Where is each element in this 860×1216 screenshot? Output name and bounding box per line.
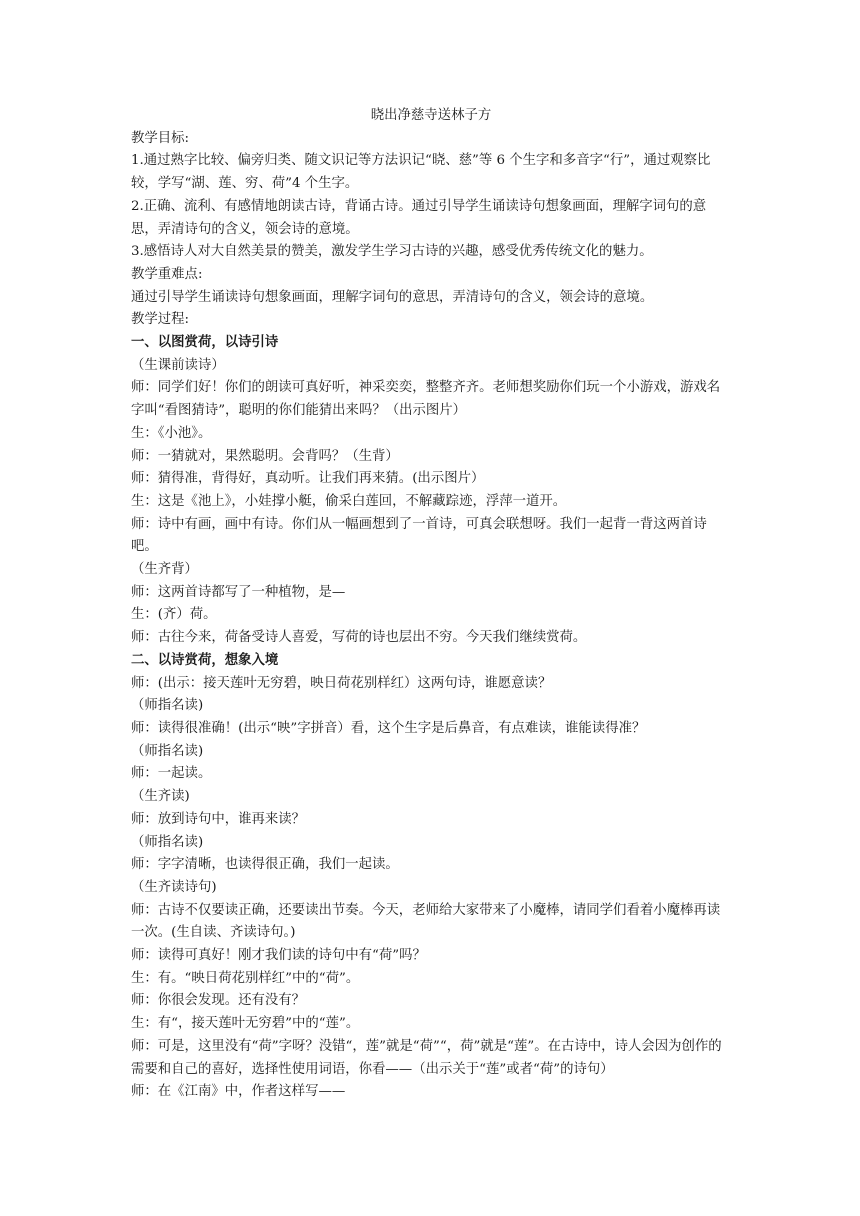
paragraph: 师：读得可真好！刚才我们读的诗句中有“荷”吗？ — [131, 948, 426, 964]
paragraph: 师：同学们好！你们的朗读可真好听，神采奕奕，整整齐齐。老师想奖励你们玩一个小游戏，游戏名字叫“看图猜诗”，聪明的你们能猜出来吗？（出示图片） — [131, 380, 721, 419]
document-page — [131, 105, 731, 1104]
section-heading: 一、以图赏荷，以诗引诗 — [131, 335, 279, 351]
paragraph: 教学目标: — [131, 130, 190, 146]
section-heading: 二、以诗赏荷，想象入境 — [131, 652, 279, 668]
paragraph: 教学过程: — [131, 312, 190, 328]
paragraph: 生：《小池》。 — [131, 425, 212, 441]
paragraph: 师：这两首诗都写了一种植物，是— — [131, 584, 346, 600]
paragraph: （师指名读) — [131, 743, 204, 759]
paragraph: 师：放到诗句中，谁再来读？ — [131, 811, 306, 827]
paragraph: 教学重难点: — [131, 266, 203, 282]
paragraph: 生：有。“映日荷花别样红”中的“荷”。 — [131, 970, 360, 986]
paragraph: 师：诗中有画，画中有诗。你们从一幅画想到了一首诗，可真会联想呀。我们一起背一背这两首诗吧。 — [131, 516, 707, 555]
paragraph: （生课前读诗） — [131, 357, 225, 373]
paragraph: 生：(齐）荷。 — [131, 607, 217, 623]
paragraph: 师：一起读。 — [131, 766, 212, 782]
paragraph: 2.正确、流利、有感情地朗读古诗，背诵古诗。通过引导学生诵读诗句想象画面，理解字词句的意思，弄清诗句的含义，领会诗的意境。 — [131, 198, 707, 237]
paragraph: 师：读得很准确！(出示“映”字拼音）看，这个生字是后鼻音，有点难读，谁能读得准？ — [131, 720, 646, 736]
paragraph: 师：可是，这里没有“荷”字呀？没错“，莲”就是“荷”“，荷”就是“莲”。在古诗中，诗人会因为创作的需要和自己的喜好，选择性使用词语，你看——（出示关于“莲”或者“荷”的诗句） — [131, 1038, 722, 1077]
document-title: 晓出净慈寺送林子方 — [370, 108, 492, 123]
paragraph: 师：你很会发现。还有没有？ — [131, 993, 306, 1009]
paragraph: 师：猜得准，背得好，真动听。让我们再来猜。(出示图片） — [131, 471, 485, 487]
paragraph: 生：有“，接天莲叶无穷碧”中的“莲”。 — [131, 1016, 360, 1032]
paragraph: （生齐背） — [131, 562, 198, 578]
paragraph: （师指名读) — [131, 698, 204, 714]
paragraph: （生齐读诗句) — [131, 879, 217, 895]
document-body — [131, 128, 731, 1104]
paragraph: （师指名读) — [131, 834, 204, 850]
paragraph: 师：在《江南》中，作者这样写—— — [131, 1084, 346, 1100]
paragraph: 1.通过熟字比较、偏旁归类、随文识记等方法识记“晓、慈”等 6 个生字和多音字“行”，通过观察比较，学写“湖、莲、穷、荷”4 个生字。 — [131, 153, 711, 192]
paragraph: （生齐读) — [131, 789, 190, 805]
paragraph: 3.感悟诗人对大自然美景的赞美，激发学生学习古诗的兴趣，感受优秀传统文化的魅力。 — [131, 244, 653, 260]
paragraph: 通过引导学生诵读诗句想象画面，理解字词句的意思，弄清诗句的含义，领会诗的意境。 — [131, 289, 654, 305]
paragraph: 生：这是《池上》，小娃撑小艇，偷采白莲回，不解藏踪迹，浮萍一道开。 — [131, 493, 567, 509]
paragraph: 师：古往今来，荷备受诗人喜爱，写荷的诗也层出不穷。今天我们继续赏荷。 — [131, 630, 587, 646]
paragraph: 师：一猜就对，果然聪明。会背吗？（生背） — [131, 448, 399, 464]
paragraph: 师：字字清晰，也读得很正确，我们一起读。 — [131, 857, 399, 873]
paragraph: 师：古诗不仅要读正确，还要读出节奏。今天，老师给大家带来了小魔棒，请同学们看着小魔棒再读一次。(生自读、齐读诗句。) — [131, 902, 721, 941]
paragraph: 师：(出示：接天莲叶无穷碧，映日荷花别样红）这两句诗，谁愿意读？ — [131, 675, 552, 691]
